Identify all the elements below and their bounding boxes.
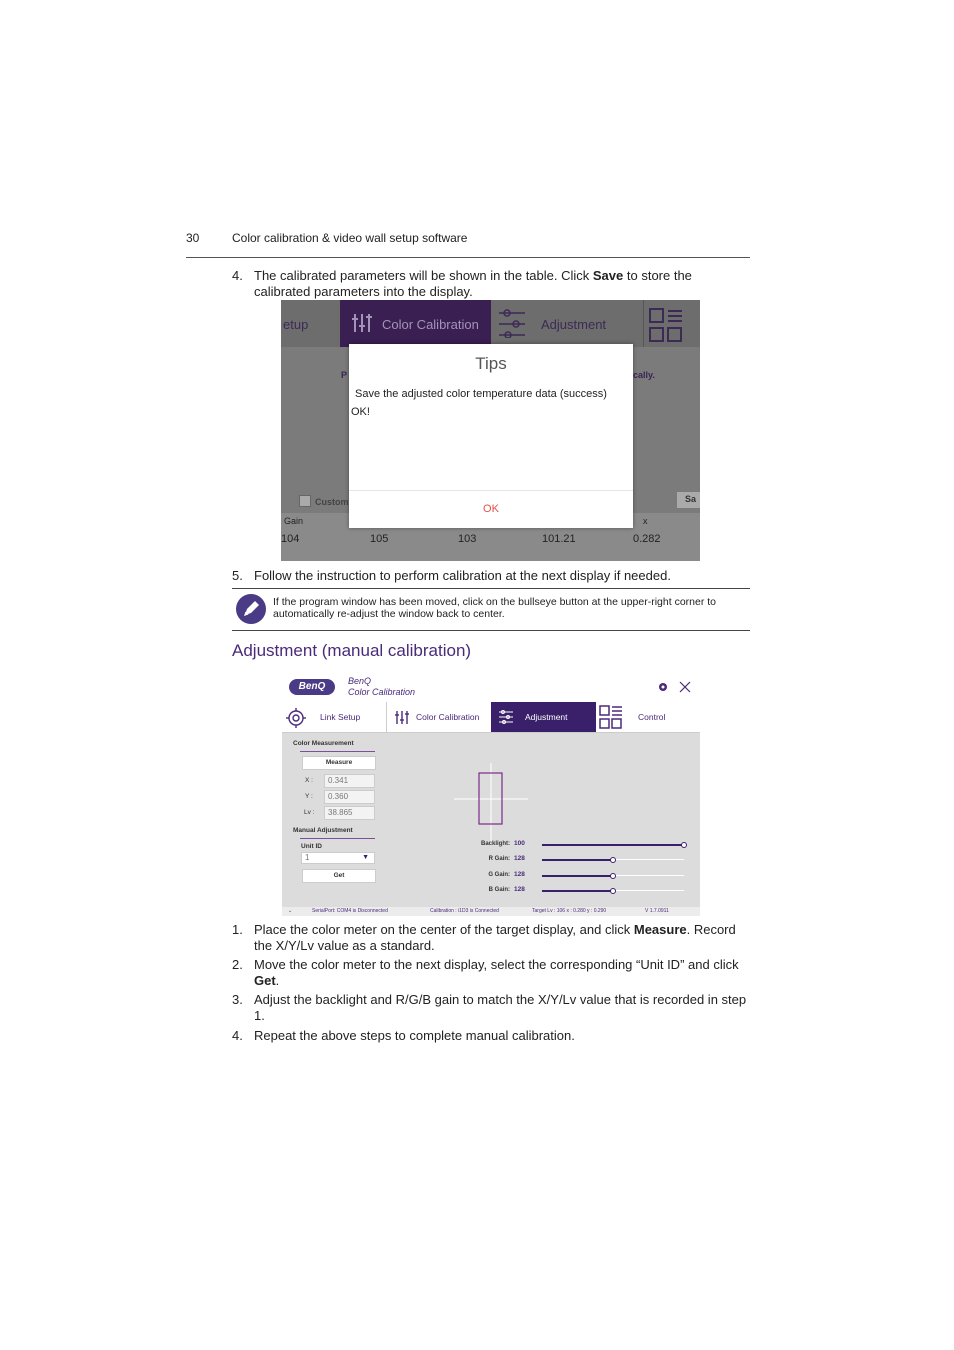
slider-handle[interactable] [610, 873, 616, 879]
tab-adjustment[interactable]: Adjustment [495, 300, 641, 347]
slider-value: 100 [514, 840, 525, 847]
benq-logo: BenQ [289, 679, 335, 695]
slider-handle[interactable] [610, 888, 616, 894]
grid-icon [649, 308, 683, 342]
slider-handle[interactable] [681, 842, 687, 848]
table-cell: 103 [458, 533, 477, 545]
save-button[interactable]: Sa [677, 492, 700, 508]
sliders-icon [395, 710, 409, 725]
gear-icon [285, 707, 307, 729]
slider-label: B Gain: [488, 887, 510, 893]
adjustment-icon [499, 308, 525, 338]
slider-label: R Gain: [488, 856, 510, 862]
dialog-status: OK! [351, 406, 370, 418]
running-header: Color calibration & video wall setup software [232, 231, 468, 245]
tips-dialog-screenshot: etup Color Calibration Adjustment P cally. Custom Sa Gain x 104 105 103 101.21 0.282 Tips Save the adjusted color temperature data (success) OK! OK [281, 300, 700, 561]
step-4-save: 4. The calibrated parameters will be shown in the table. Click Save to store the calibrated parameters into the display. [232, 268, 692, 299]
step-4-repeat: 4. Repeat the above steps to complete manual calibration. [232, 1028, 575, 1043]
table-cell: 104 [281, 533, 300, 545]
table-cell: 0.282 [633, 533, 661, 545]
close-icon[interactable] [679, 681, 691, 693]
adjustment-screenshot: BenQ BenQ Color Calibration Link Setup Color Calibration Adjustment Control Color Measurement Measure X : 0.341 Y : 0.360 Lv : 38.865 Manual Adjustment Unit ID 1 ▼ Get Backlight: 100 R Gain: 128 G Gain: 128 B Gain: 128 ⌄ SerialPort: COM4 is Disconnected Calibration : i1D3 is Connected Target Lv : 106 x : 0.280 y : 0.290 V 1.7.0911 [282, 671, 700, 916]
measure-button[interactable]: Measure [302, 756, 376, 770]
slider-value: 128 [514, 886, 525, 893]
tab-link-setup[interactable]: etup [283, 317, 309, 332]
slider-handle[interactable] [610, 857, 616, 863]
slider-value: 128 [514, 855, 525, 862]
slider-label: Backlight: [480, 841, 510, 847]
table-cell: 101.21 [542, 533, 576, 545]
chevron-down-icon: ▼ [362, 854, 369, 861]
lv-field: 38.865 [324, 806, 375, 820]
y-field: 0.360 [324, 790, 375, 804]
slider-fill [542, 890, 613, 892]
tab-color-calibration[interactable]: Color Calibration [340, 300, 491, 347]
pencil-icon [236, 594, 266, 624]
x-field: 0.341 [324, 774, 375, 788]
tab-adjustment[interactable]: Adjustment [491, 702, 596, 732]
adjustment-icon [499, 710, 513, 724]
manual-adjustment-label: Manual Adjustment [293, 827, 353, 834]
tab-control[interactable] [643, 300, 700, 347]
slider-value: 128 [514, 871, 525, 878]
status-bar: ⌄ SerialPort: COM4 is Disconnected Calibration : i1D3 is Connected Target Lv : 106 x : 0.280 y : 0.290 V 1.7.0911 [282, 907, 700, 916]
dialog-title: Tips [475, 354, 507, 373]
slider-fill [542, 859, 613, 861]
color-measurement-label: Color Measurement [293, 740, 354, 747]
crosshair-target [454, 763, 528, 845]
get-button[interactable]: Get [302, 869, 376, 883]
tab-link-setup[interactable]: Link Setup [282, 702, 386, 732]
table-cell: 105 [370, 533, 389, 545]
tab-control[interactable]: Control [596, 702, 700, 732]
slider-fill [542, 875, 613, 877]
unit-id-select[interactable]: 1 ▼ [301, 852, 375, 864]
step-1-measure: 1. Place the color meter on the center of the target display, and click Measure. Record the X/Y/Lv value as a standard. [232, 922, 736, 953]
tab-color-calibration[interactable]: Color Calibration [386, 702, 492, 732]
dialog-ok-button[interactable]: OK [483, 503, 499, 515]
step-2-get: 2. Move the color meter to the next display, select the corresponding “Unit ID” and click Get. [232, 957, 739, 988]
header-rule [186, 257, 750, 258]
tips-dialog [349, 344, 633, 528]
slider-fill [542, 844, 684, 846]
custom-checkbox[interactable] [299, 495, 311, 507]
grid-icon [599, 705, 623, 729]
step-3-adjust: 3. Adjust the backlight and R/G/B gain to match the X/Y/Lv value that is recorded in step 1. [232, 992, 747, 1023]
step-5-next-display: 5. Follow the instruction to perform calibration at the next display if needed. [232, 568, 671, 583]
sliders-icon [352, 312, 372, 334]
page-number: 30 [186, 231, 200, 245]
bullseye-icon[interactable] [658, 682, 668, 692]
slider-label: G Gain: [488, 872, 510, 878]
section-title: Adjustment (manual calibration) [232, 641, 472, 660]
dialog-message: Save the adjusted color temperature data (success) [355, 388, 607, 400]
note-text: If the program window has been moved, click on the bullseye button at the upper-right corner to automatically re-adjust the window back to center. [273, 596, 716, 620]
tab-bar [281, 300, 700, 347]
